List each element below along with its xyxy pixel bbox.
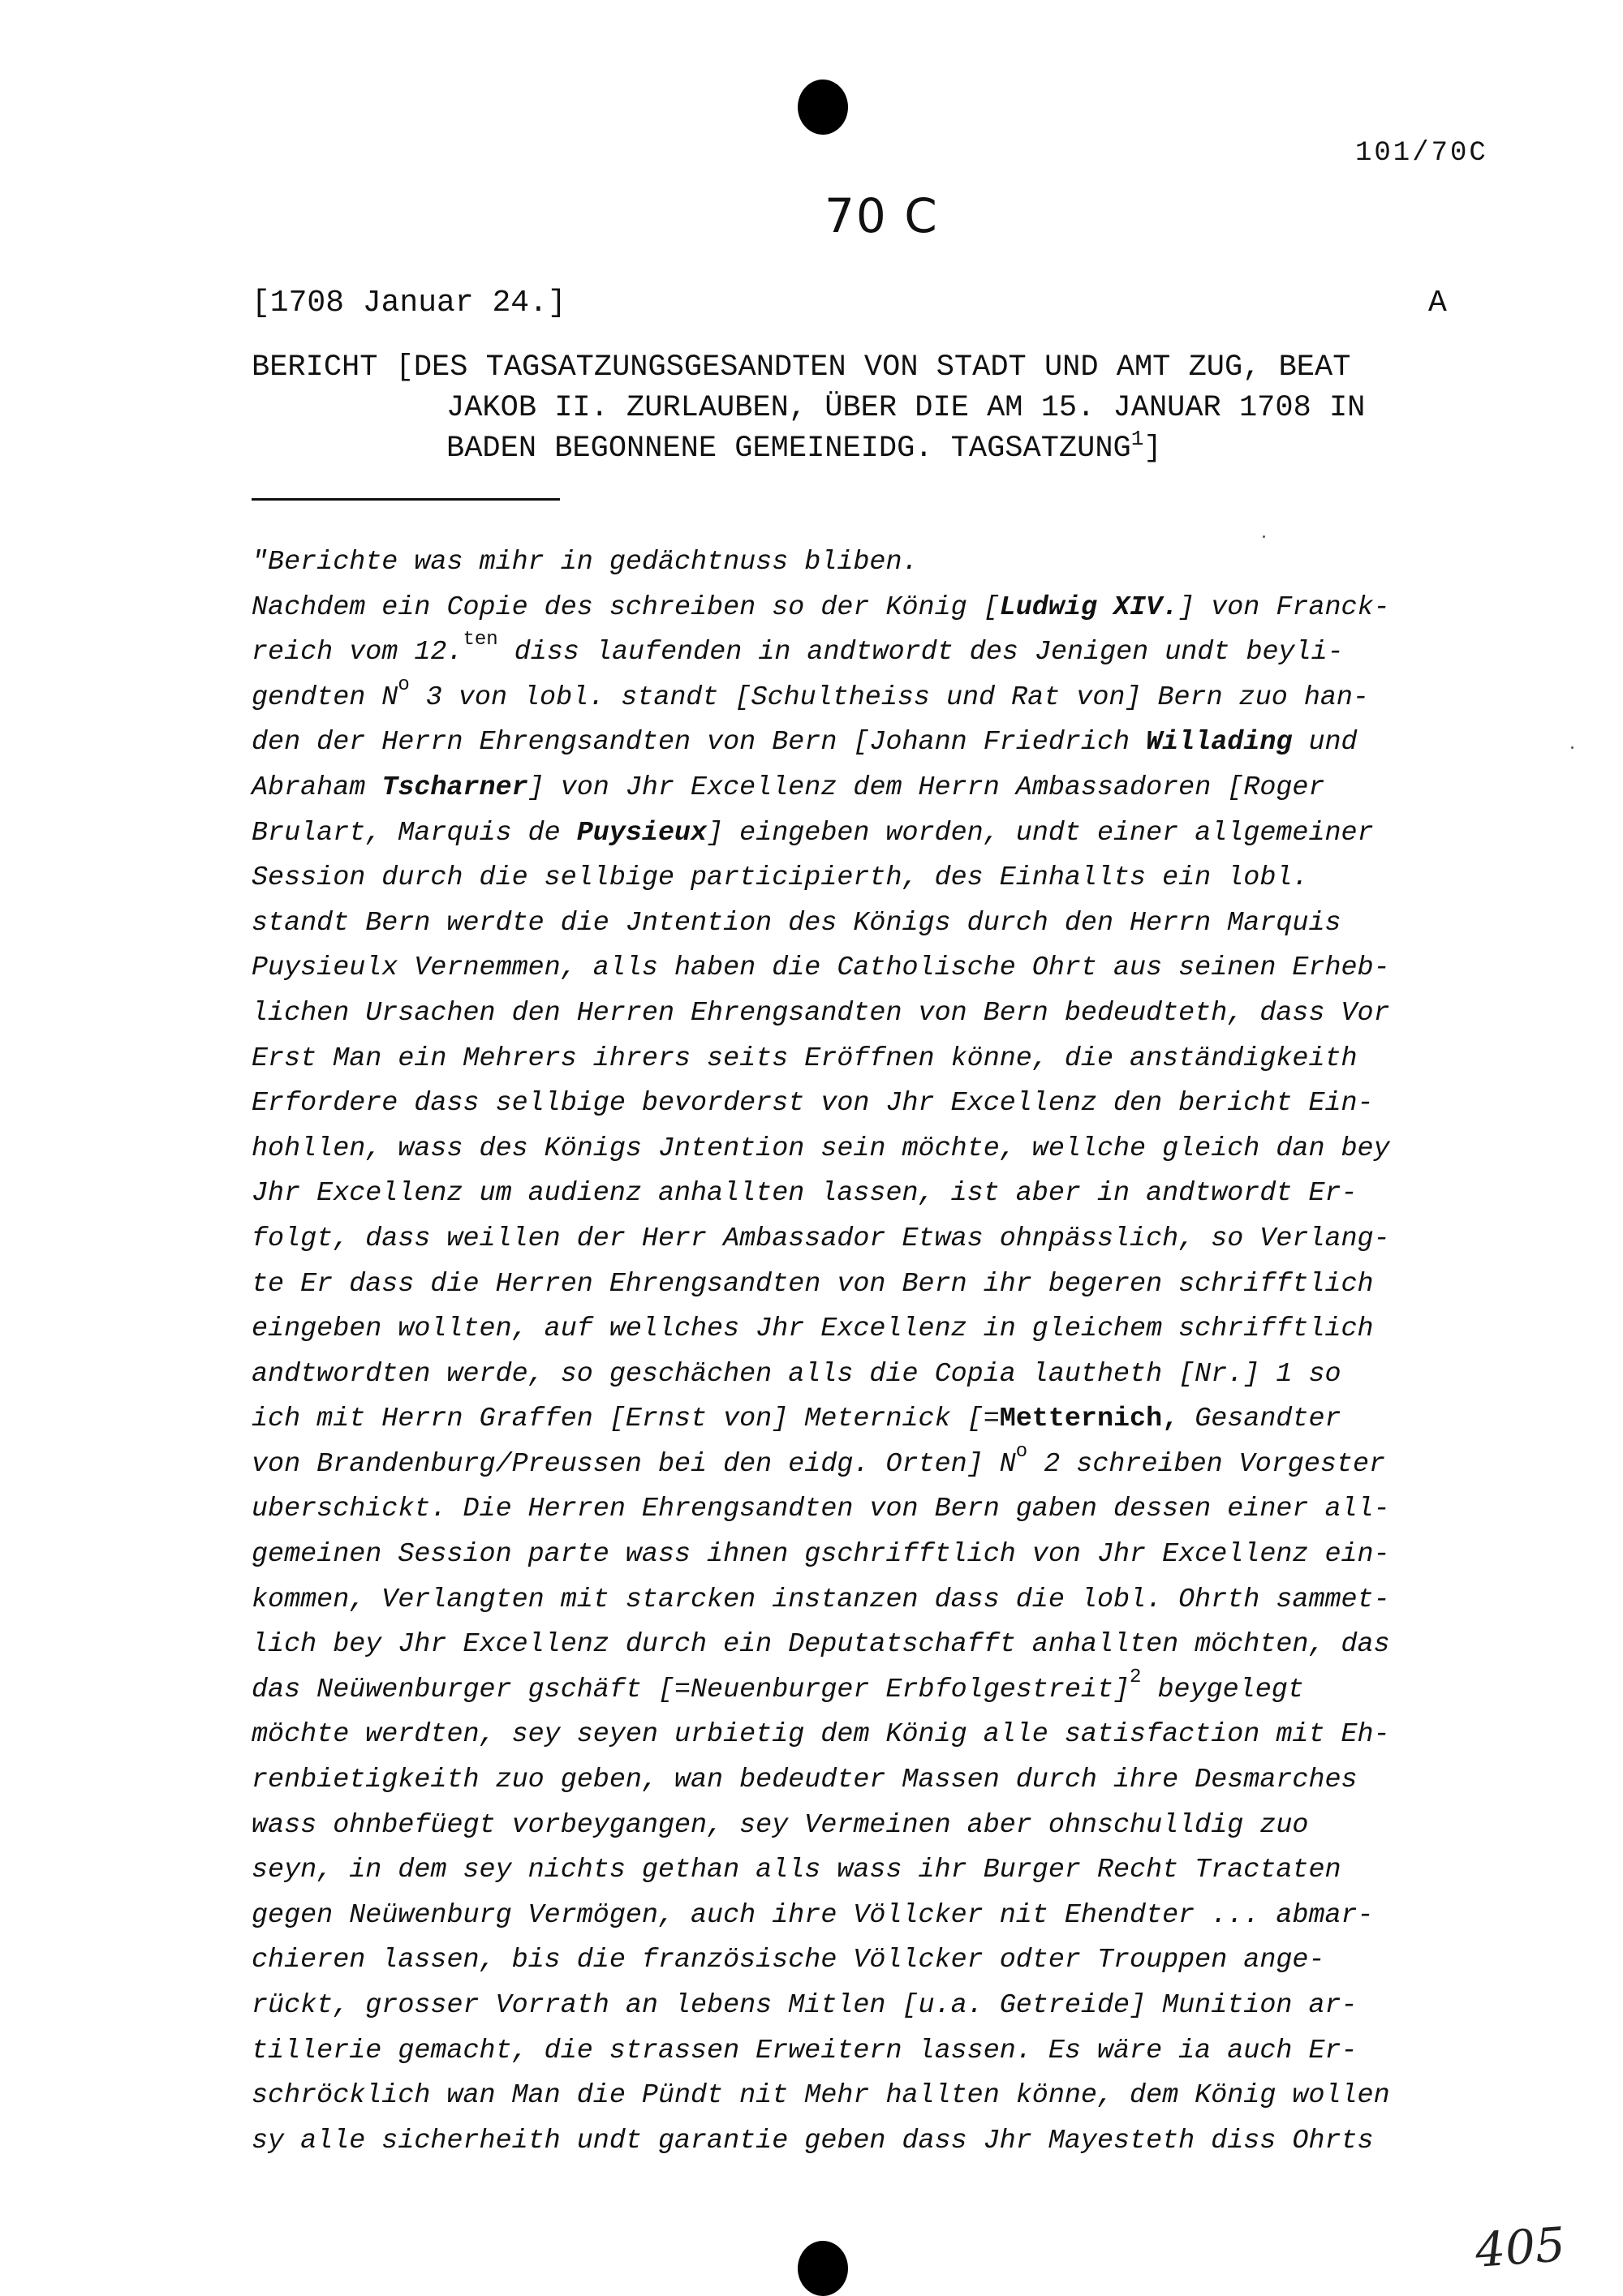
text-run: ] von Jhr Excellenz dem Herrn Ambassadoren [Roger [527, 772, 1325, 803]
document-number: 70 C [824, 188, 939, 243]
body-line: wass ohnbefüegt vorbeygangen, sey Vermeinen aber ohnschulldig zuo [252, 1809, 1309, 1841]
body-line: möchte werdten, sey seyen urbietig dem König alle satisfaction mit Eh- [252, 1719, 1390, 1751]
superscript: ten [463, 629, 498, 651]
body-line [252, 1668, 1501, 1713]
document-heading [252, 347, 1469, 469]
text-run: gendten N [252, 681, 398, 713]
body-line: renbietigkeith zuo geben, wan bedeudter Massen durch ihre Desmarches [252, 1765, 1358, 1796]
text-run: Gesandter [1178, 1404, 1341, 1435]
body-line [252, 720, 1501, 766]
scan-speck [1263, 535, 1265, 538]
body-line: te Er dass die Herren Ehrengsandten von Bern ihr begeren schrifftlich [252, 1268, 1374, 1300]
body-line [252, 1397, 1501, 1443]
body-line: lichen Ursachen den Herren Ehrengsandten von Bern bedeudteth, dass Vor [252, 997, 1390, 1029]
body-line: hohllen, wass des Königs Jntention sein möchte, wellche gleich dan bey [252, 1133, 1390, 1164]
handwritten-folio-number: 405 [1473, 2216, 1567, 2278]
body-line: Erst Man ein Mehrers ihrers seits Eröffnen könne, die anständigkeith [252, 1043, 1358, 1074]
text-run: und [1292, 727, 1358, 759]
text-run: 2 schreiben Vorgester [1027, 1448, 1386, 1480]
body-line: andtwordten werde, so geschächen alls die Copia lautheth [Nr.] 1 so [252, 1358, 1341, 1390]
punch-hole-top [798, 80, 848, 135]
body-line: schröcklich wan Man die Pündt nit Mehr hallten könne, dem König wollen [252, 2080, 1390, 2112]
body-line: Puysieulx Vernemmen, alls haben die Catholische Ohrt aus seinen Erheb- [252, 952, 1390, 984]
body-line [252, 766, 1501, 811]
text-run: reich vom 12. [252, 637, 463, 669]
text-run: den der Herrn Ehrengsandten von Bern [Johann Friedrich [252, 727, 1147, 759]
body-line: kommen, Verlangten mit starcken instanzen dass die lobl. Ohrth sammet- [252, 1584, 1390, 1615]
person-name-bold: Metternich, [999, 1404, 1179, 1435]
superscript: o [1015, 1440, 1028, 1463]
text-run: ich mit Herrn Graffen [Ernst von] Meternick [= [252, 1404, 1000, 1435]
text-run: ] eingeben worden, undt einer allgemeiner [707, 817, 1374, 849]
heading-line: JAKOB II. ZURLAUBEN, ÜBER DIE AM 15. JANUAR 1708 IN [446, 391, 1366, 425]
text-run: Nachdem ein Copie des schreiben so der König [ [252, 591, 1000, 623]
text-run: Abraham [252, 772, 382, 803]
document-date: [1708 Januar 24.] [252, 286, 566, 320]
text-run: beygelegt [1141, 1674, 1304, 1705]
scan-speck [1571, 746, 1573, 749]
body-line: uberschickt. Die Herren Ehrengsandten von Bern gaben dessen einer all- [252, 1494, 1390, 1525]
body-line: folgt, dass weillen der Herr Ambassador Etwas ohnpässlich, so Verlang- [252, 1223, 1390, 1254]
body-line: tillerie gemacht, die strassen Erweitern lassen. Es wäre ia auch Er- [252, 2035, 1358, 2066]
body-line: chieren lassen, bis die französische Völlcker odter Trouppen ange- [252, 1945, 1325, 1976]
body-line: eingeben wollten, auf wellches Jhr Excellenz in gleichem schrifftlich [252, 1314, 1374, 1345]
person-name-bold: Willading [1146, 727, 1293, 759]
body-line: Erfordere dass sellbige bevorderst von Jhr Excellenz den bericht Ein- [252, 1088, 1374, 1120]
text-run: 3 von lobl. standt [Schultheiss und Rat von] Bern zuo han- [409, 681, 1369, 713]
body-line: sy alle sicherheith undt garantie geben dass Jhr Mayesteth diss Ohrts [252, 2125, 1374, 2156]
body-line: lich bey Jhr Excellenz durch ein Deputatschafft anhallten möchten, das [252, 1629, 1390, 1661]
person-name-bold: Puysieux [576, 817, 708, 849]
body-line: seyn, in dem sey nichts gethan alls wass ihr Burger Recht Tractaten [252, 1855, 1341, 1886]
body-line [252, 630, 1501, 676]
body-line [252, 673, 1501, 721]
body-line [252, 586, 1501, 631]
person-name-bold: Tscharner [381, 772, 528, 803]
text-run: ] von Franck- [1178, 591, 1390, 623]
body-line: "Berichte was mihr in gedächtnuss bliben. [252, 547, 919, 578]
body-line: Jhr Excellenz um audienz anhallten lassen, ist aber in andtwordt Er- [252, 1178, 1358, 1210]
version-letter: A [1428, 286, 1447, 320]
person-name-bold: Ludwig XIV. [999, 591, 1179, 623]
footnote-marker: 2 [1130, 1666, 1142, 1688]
body-line: rückt, grosser Vorrath an lebens Mitlen [u.a. Getreide] Munition ar- [252, 1990, 1358, 2021]
body-line: standt Bern werdte die Jntention des Königs durch den Herrn Marquis [252, 907, 1341, 939]
text-run: Brulart, Marquis de [252, 817, 577, 849]
body-line: Session durch die sellbige participierth, des Einhallts ein lobl. [252, 862, 1309, 894]
body-line [252, 1440, 1501, 1488]
text-run: von Brandenburg/Preussen bei den eidg. Orten] N [252, 1448, 1016, 1480]
punch-hole-bottom [798, 2241, 848, 2296]
body-line: gemeinen Session parte wass ihnen gschrifftlich von Jhr Excellenz ein- [252, 1539, 1390, 1571]
heading-text: BADEN BEGONNENE GEMEINEIDG. TAGSATZUNG [446, 432, 1131, 466]
heading-line: BERICHT [DES TAGSATZUNGSGESANDTEN VON STADT UND AMT ZUG, BEAT [252, 350, 1351, 385]
superscript: o [398, 673, 410, 696]
separator-rule [252, 498, 560, 501]
text-run: das Neüwenburger gschäft [=Neuenburger Erbfolgestreit] [252, 1674, 1130, 1705]
body-line [252, 811, 1501, 857]
body-line: gegen Neüwenburg Vermögen, auch ihre Völlcker nit Ehendter ... abmar- [252, 1899, 1374, 1931]
text-run: diss laufenden in andtwordt des Jenigen undt beyli- [497, 637, 1344, 669]
heading-line [252, 428, 1469, 469]
report-body [252, 540, 1501, 2164]
archive-number: 101/70C [1355, 138, 1488, 169]
heading-bracket: ] [1143, 432, 1162, 466]
footnote-marker: 1 [1130, 427, 1144, 451]
